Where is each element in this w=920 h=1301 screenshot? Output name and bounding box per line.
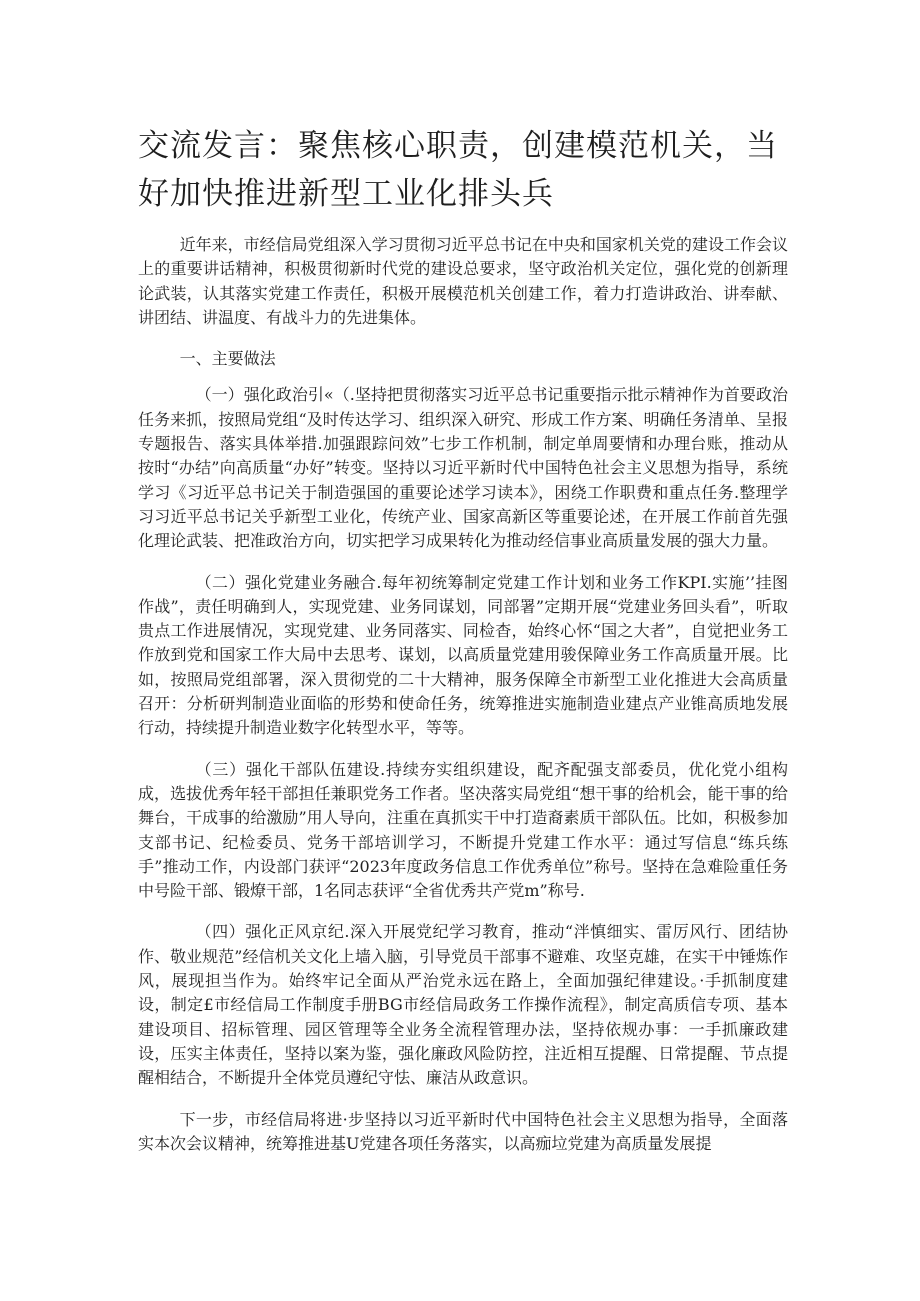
document-body <box>138 233 788 1173</box>
item-paragraph-4: （四）强化正风京纪.深入开展党纪学习教育，推动“泮慎细实、雷厉风行、团结协作、敬业规范”经信机关文化上墙入脑，引导党员干部事不避难、攻坚克雄，在实干中锤炼作风，展现担当作为。始终牢记全面从严治党永远在路上，全面加强纪律建设。·手抓制度建设，制定£市经信局工作制度手册BG市经信局政务工作操作流程》，制定高质信专项、基本建设项目、招标管理、园区管理等全业务全流程管理办法，坚持依规办事：一手抓廉政建设，压实主体责任，坚持以案为鉴，强化廉政风险防控，注近相互提醒、日常提醒、节点提醒相结合，不断提升全体党员遵纪守怯、廉洁从政意识。 <box>138 922 788 1088</box>
intro-paragraph: 近年来，市经信局党组深入学习贯彻习近平总书记在中央和国家机关党的建设工作会议上的重要讲话精神，积极贯彻新时代党的建设总要求，坚守政治机关定位，强化党的创新理论武装，认其落实党建工作责任，积极开展模范机关创建工作，着力打造讲政治、讲奉献、讲团结、讲温度、有战斗力的先进集体。 <box>138 235 788 327</box>
item-paragraph-2: （二）强化党建业务融合.每年初统筹制定党建工作计划和业务工作KPI.实施’’挂图作战”，责任明确到人，实现党建、业务同谋划，同部署”定期开展“党建业务回头看”，听取贵点工作进展情况，实现党建、业务同落实、同检杳，始终心怀“国之大者”，自觉把业务工作放到党和国家工作大局中去思考、谋划，以高质量党建用骏保障业务工作高质量开展。比如，按照局党组部署，深入贯彻党的二十大精神，服务保障全市新型工业化推进大会高质量召开：分析研判制造业面临的形势和使命任务，统筹推进实施制造业建点产业锥高质地发展行动，持续提升制造业数字化转型水平，等等。 <box>138 572 788 738</box>
item-paragraph-1: （一）强化政治引«（.坚持把贯彻落实习近平总书记重要指示批示精神作为首要政治任务来抓，按照局党组“及时传达学习、组织深入研究、形成工作方案、明确任务清单、呈报专题报告、落实具体举措.加强跟踪问效”七步工作机制，制定单周要情和办理台账，推动从按时“办结”向高质量“办好”转变。坚持以习近平新时代中国特色社会主义思想为指导，系统学习《习近平总书记关于制造强国的重要论述学习读本》，困绕工作职费和重点任务.整理学习习近平总书记关乎新型工业化，传统产业、国家高新区等重要论述，在开展工作前首先强化理论武装、把准政治方向，切实把学习成果转化为推动经信事业高质量发展的强大力量。 <box>138 385 788 551</box>
section-heading: 一、主要做法 <box>179 349 276 369</box>
closing-paragraph: 下一步，市经信局将进·步坚持以习近平新时代中国特色社会主义思想为指导，全面落实本次会议精神，统筹推进基U党建各项任务落实，以高痂垃党建为高质量发展提 <box>138 1109 788 1153</box>
document-title: 交流发言：聚焦核心职责，创建模范机关，当好加快推进新型工业化排头兵 <box>138 128 778 212</box>
item-paragraph-3: （三）强化干部队伍建设.持续夯实组织建设，配齐配强支部委员，优化党小组构成，选拔优秀年轻干部担任兼职党务工作者。坚决落实局党组“想干事的给机会，能干事的给舞台，干成事的给激励”用人导向，注重在真抓实干中打造裔素质干部队伍。比如，积极参加支部书记、纪检委员、党务干部培训学习，不断提升党建工作水平：通过写信息“练兵练手”推动工作，内设部门获评“2023年度政务信息工作优秀单位”称号。坚持在急难险重任务中号险干部、锻燎干部，1名同志获评“全省优秀共产党m”称号. <box>138 759 788 901</box>
